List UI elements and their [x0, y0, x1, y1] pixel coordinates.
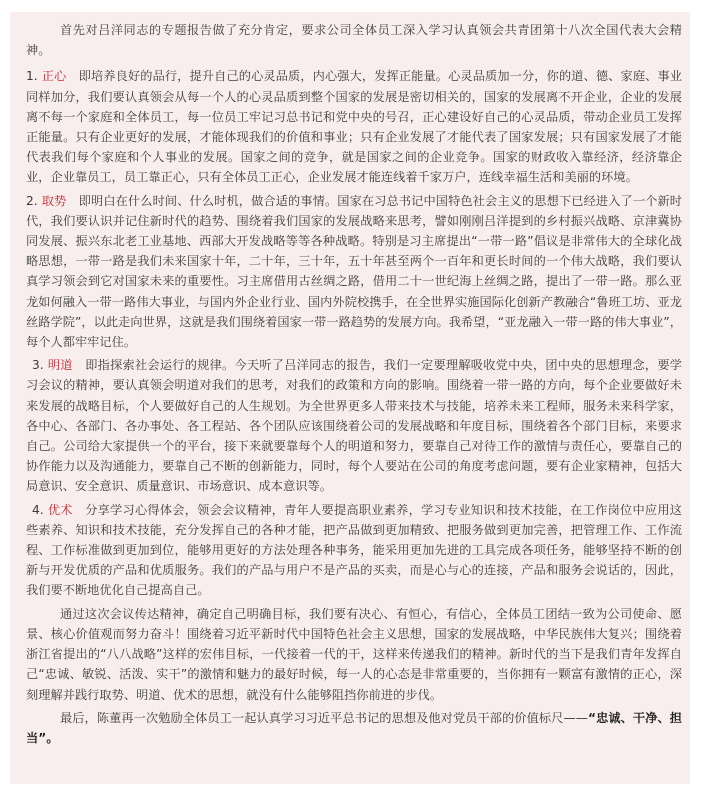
summary-paragraph: 通过这次会议传达精神，确定自己明确目标，我们要有决心、有恒心，有信心，全体员工团结一致为公司使命、愿景、核心价值观而努力奋斗！围绕着习近平新时代中国特色社会主义思想，国家的发展战略，中华民族伟大复兴；围绕着浙江省提出的“八八战略”这样的宏伟目标，一代接着一代的干，这样来传递我们的精神。新时代的当下是我们青年发挥自己“忠诚、敏锐、活泼、实干”的激情和魅力的最好时候，每一人的心态是非常重要的，当你拥有一颗富有激情的正心，深刻理解并践行取势、明道、优术的思想，就没有什么能够阻挡你前进的步伐。: [26, 606, 682, 702]
closing-text: 最后，陈董再一次勉励全体员工一起认真学习习近平总书记的思想及他对党员干部的价值标尺——: [60, 710, 588, 725]
point-keyword: 明道: [47, 358, 73, 373]
point-1-paragraph: [26, 66, 682, 187]
point-keyword: 取势: [41, 193, 67, 208]
intro-paragraph: 首先对吕洋同志的专题报告做了充分肯定，要求公司全体员工深入学习认真领会共青团第十八次全国代表大会精神。: [26, 23, 682, 58]
point-number: 3.: [32, 358, 48, 373]
point-number: 2.: [26, 193, 42, 208]
point-keyword: 优术: [47, 502, 73, 517]
point-text: 即培养良好的品行，提升自己的心灵品质，内心强大，发挥正能量。心灵品质加一分，你的道、德、家庭、事业同样加分，我们要认真领会从每一个人的心灵品质到整个国家的发展是密切相关的，国家的发展离不开企业，企业的发展离不每一个家庭和全体员工，每一位员工牢记习总书记和党中央的号召，正心建设好自己的心灵品质，带动企业员工发挥正能量。只有企业更好的发展，才能体现我们的价值和事业；只有企业发展了才能代表了国家发展；只有国家发展了才能代表我们每个家庭和个人事业的发展。国家之间的竞争，就是国家之间的企业竞争。国家的财政收入靠经济，经济靠企业，企业靠员工，员工靠正心，只有全体员工正心，企业发展才能连线着千家万户，连线幸福生活和美丽的环境。: [26, 69, 683, 185]
article-body: [10, 12, 690, 784]
point-number: 1.: [26, 69, 42, 84]
point-keyword: 正心: [41, 69, 67, 84]
point-text: 即指探索社会运行的规律。今天听了吕洋同志的报告，我们一定要理解吸收党中央，团中央的思想理念，要学习会议的精神，要认真领会明道对我们的思考，对我们的政策和方向的影响。围绕着一带一路的方向，每个企业要做好未来发展的战略目标，个人要做好自己的人生规划。为全世界更多人带来技术与技能，培养未来工程师，服务未来科学家，各中心、各部门、各办事处、各工程站、各个团队应该围绕着公司的发展战略和年度目标，围绕着各个部门目标，来要求自己。公司给大家提供一个的平台，接下来就要靠每个人的明道和努力，要靠自己对待工作的激情与责任心，要靠自己的协作能力以及沟通能力，要靠自己不断的创新能力，同时，每个人要站在公司的角度考虑问题，要有企业家精神，包括大局意识、安全意识、质量意识、市场意识、成本意识等。: [26, 358, 683, 494]
point-2-paragraph: [26, 191, 682, 353]
point-3-paragraph: [26, 355, 682, 496]
point-text: 即明白在什么时间、什么时机，做合适的事情。国家在习总书记中国特色社会主义的思想下已经进入了一个新时代，我们要认识并记住新时代的趋势、围绕着我们国家的发展战略来思考，譬如刚刚吕洋提到的乡村振兴战略、京津冀协同发展、振兴东北老工业基地、西部大开发战略等等各种战略。特别是习主席提出“一带一路”倡议是非常伟大的全球化战略思想，一带一路是我们未来国家十年，二十年，三十年，五十年甚至两个一百年和更长时间的一个伟大战略，我们要认真学习领会到它对国家未来的重要性。习主席借用古丝绸之路，借用二十一世纪海上丝绸之路，提出了一带一路。那么亚龙如何融入一带一路伟大事业，与国内外企业行业、国内外院校携手，在全世界实施国际化创新产教融合“鲁班工坊、亚龙丝路学院”，以此走向世界，这就是我们围绕着国家一带一路趋势的发展方向。我希望，“亚龙融入一带一路的伟大事业”，每个人都牢牢记住。: [26, 193, 683, 350]
point-number: 4.: [32, 502, 48, 517]
closing-end: 。: [46, 730, 59, 745]
point-4-paragraph: [26, 500, 682, 601]
closing-paragraph: [26, 708, 682, 748]
closing-bold-slogan: “忠诚、干净、担当”: [26, 710, 682, 745]
point-text: 分享学习心得体会，领会会议精神，青年人要提高职业素养，学习专业知识和技术技能，在工作岗位中应用这些素养、知识和技术技能，充分发挥自己的各种才能，把产品做到更加精致、把服务做到更加完善，把管理工作、工作流程、工作标准做到更加到位，能够用更好的方法处理各种事务，能采用更加先进的工具完成各项任务，能够坚持不断的创新与开发优质的产品和优质服务。我们的产品与用户不是产品的买卖，而是心与心的连接，产品和服务会说话的，因此，我们要不断地优化自己提高自己。: [26, 502, 683, 598]
